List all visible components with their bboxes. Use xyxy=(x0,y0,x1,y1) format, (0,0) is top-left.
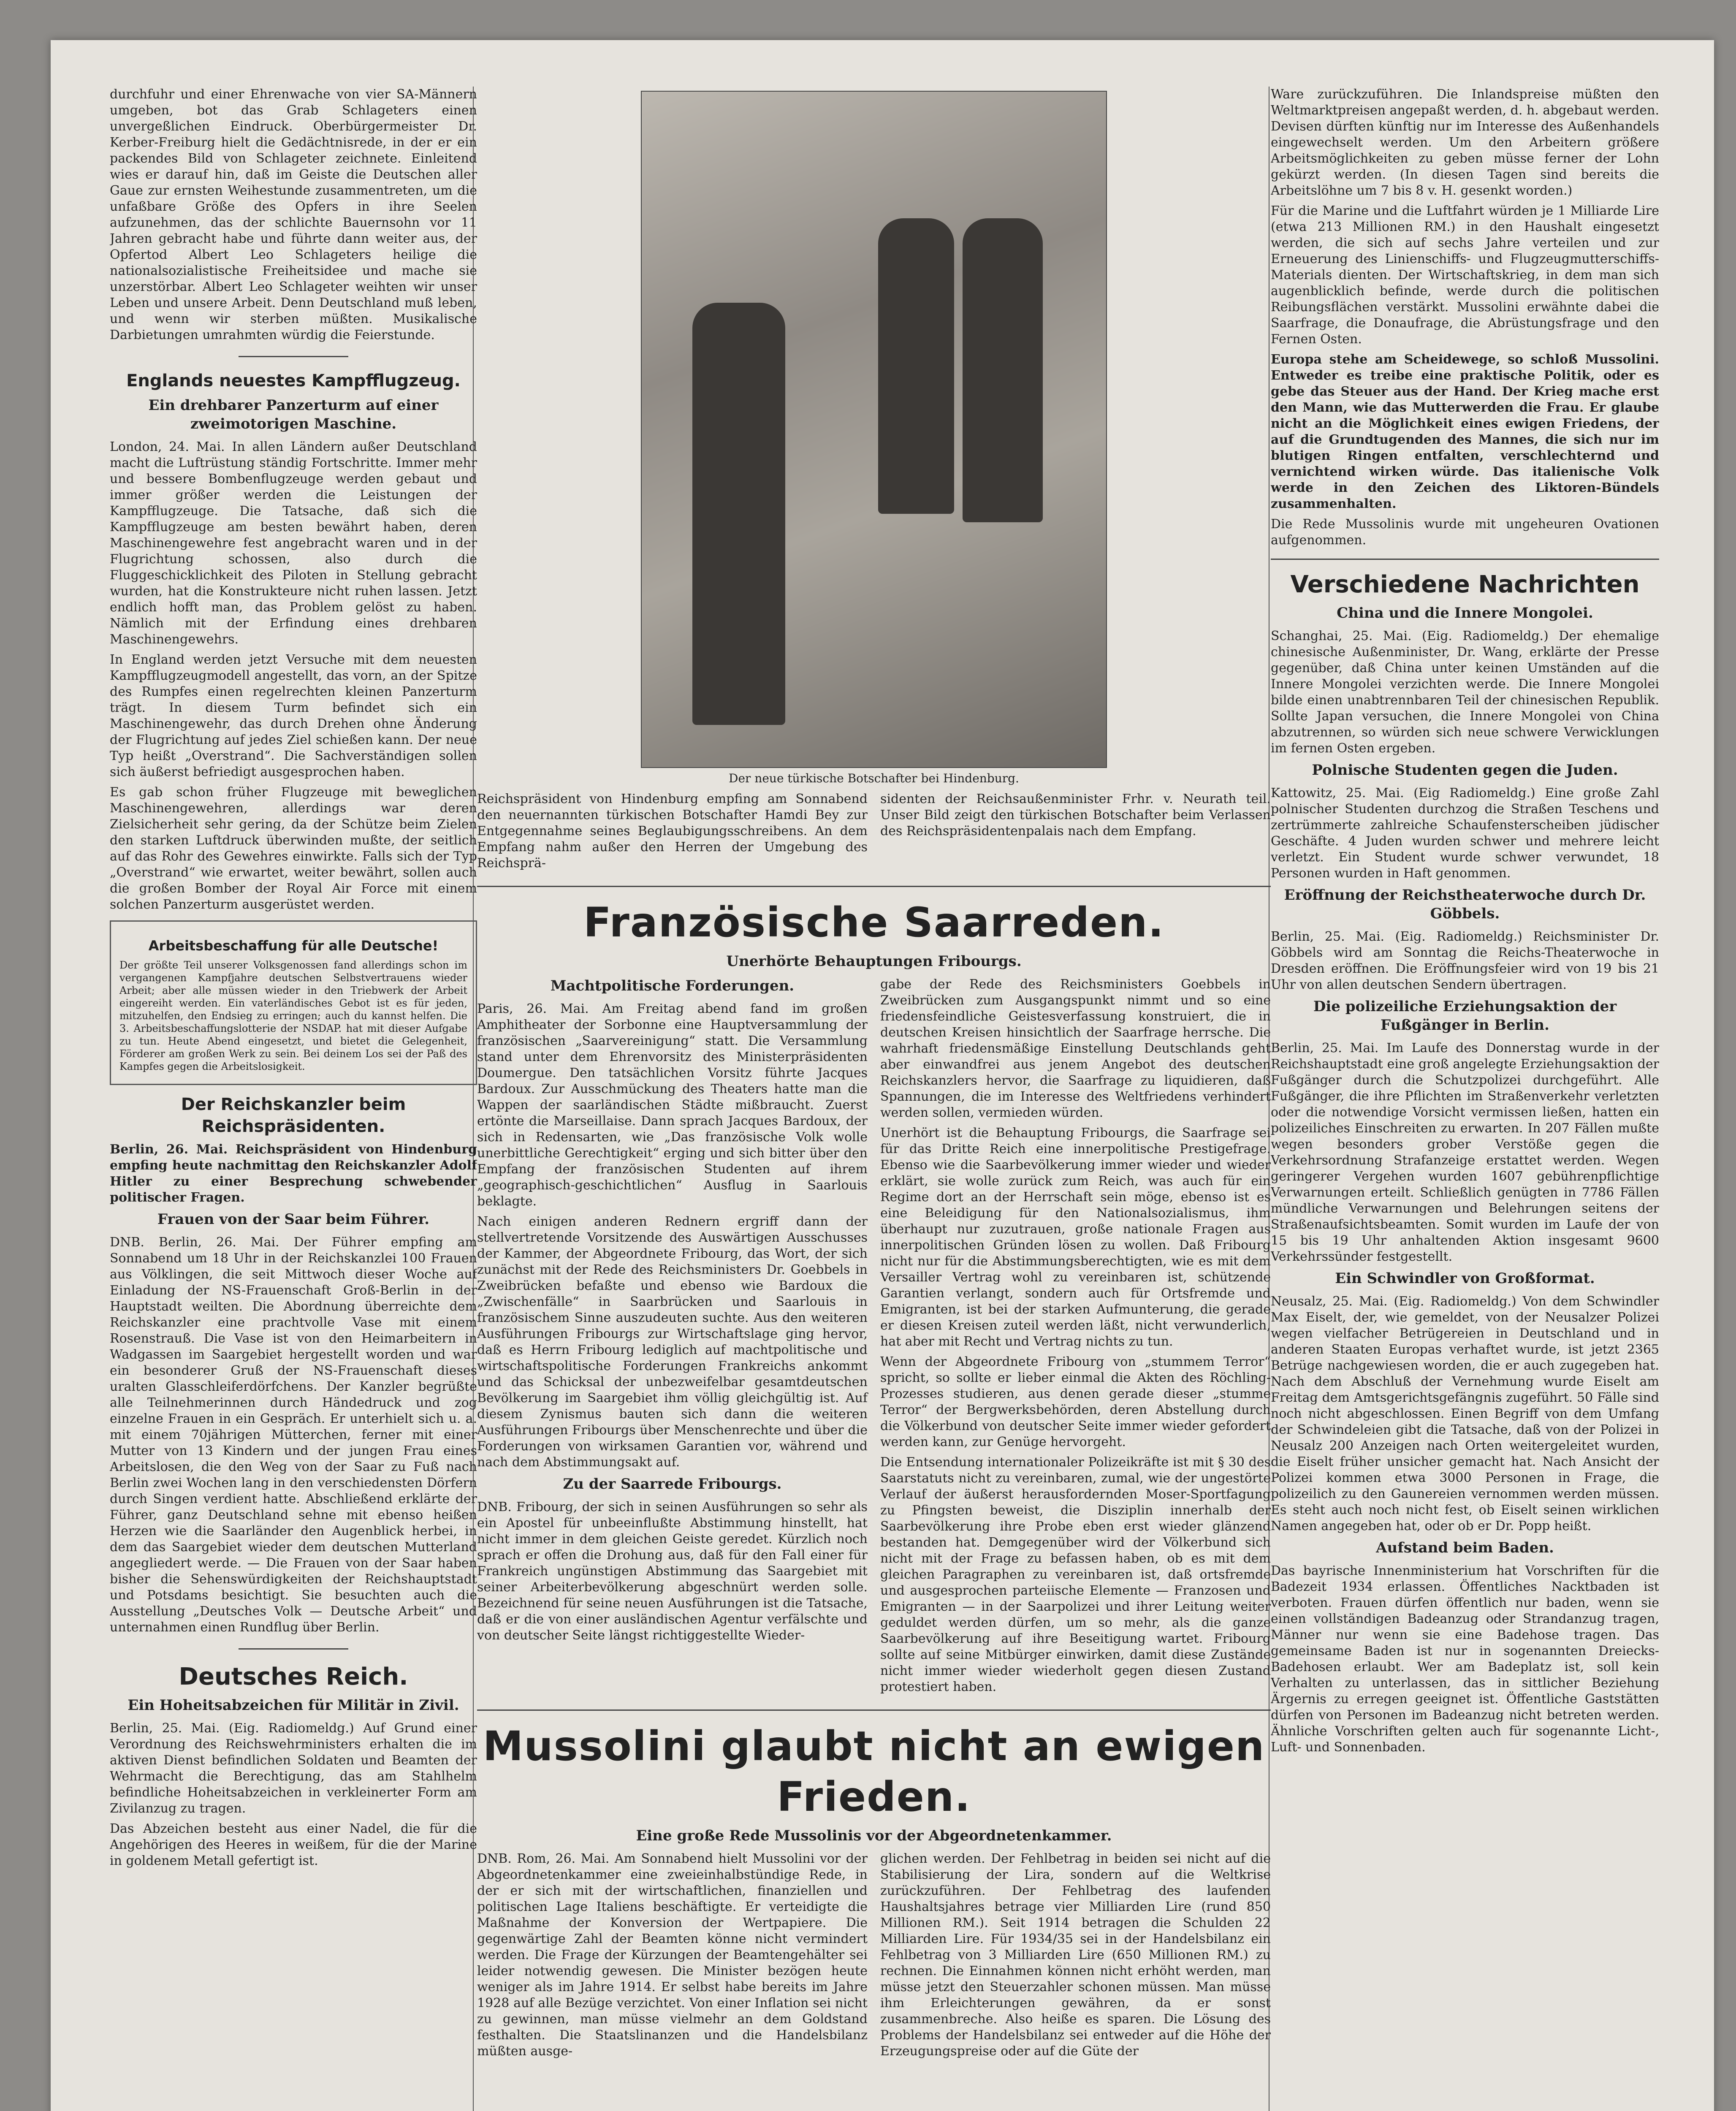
article-paragraph: Berlin, 25. Mai. Im Laufe des Donnerstag wurde in der Reichshauptstadt eine groß angelegte Erziehungsaktion der Fußgänger durch die Schutzpolizei durchgeführt. Alle Fußgänger, die ihre Pflichten im Straßenverkehr verletzten oder die notwendige Vorsicht vermissen ließen, hatten ein polizeiliches Einschreiten zu erwarten. In 207 Fällen mußte wegen besonders grober Verstöße gegen die Verkehrsordnung Strafanzeige erstattet werden. Wegen geringerer Vergehen wurden 1607 gebührenpflichtige Verwarnungen erteilt. Schließlich genügten in 7786 Fällen mündliche Verwarnungen und Belehrungen seitens der Straßenaufsichtsbeamten. Somit wurden im Laufe der von 15 bis 19 Uhr anhaltenden Aktion insgesamt 9600 Verkehrssünder festgestellt. xyxy=(1271,1041,1659,1264)
article-continuation: durchfuhr und einer Ehrenwache von vier SA-Männern umgeben, bot das Grab Schlageters einen unvergeßlichen Eindruck. Oberbürgermeister Dr. Kerber-Freiburg hielt die Gedächtnisrede, in der er ein packendes Bild von Schlageter zeichnete. Einleitend wies er darauf hin, daß im Geiste die Deutschen aller Gaue zur ernsten Weihestunde zusammentreten, um die unfaßbare Größe des Opfers in ihre Seelen aufzunehmen, das der schlichte Bauernsohn vor 11 Jahren gebracht habe und führte dann weiter aus, der Opfertod Albert Leo Schlageters heilige die nationalsozialistische Freiheitsidee und mache sie unzerstörbar. Albert Leo Schlageter weihten wir unser Leben und unsere Arbeit. Denn Deutschland muß leben, und wenn wir sterben müßten. Musikalische Darbietungen umrahmten würdig die Feierstunde. xyxy=(110,87,477,342)
article-paragraph: Für die Marine und die Luftfahrt würden je 1 Milliarde Lire (etwa 213 Millionen RM.) in den Haushalt eingesetzt werden, die sich auf sechs Jahre verteilen und zur Erneuerung des Linienschiffs- und Flugzeugmutterschiffs-Materials dienten. Der Wirtschaftskrieg, in dem man sich augenblicklich befinde, werde durch die politischen Reibungsflächen verstärkt. Mussolini erwähnte dabei die Saarfrage, die Donaufrage, die Abrüstungsfrage und den Fernen Osten. xyxy=(1271,204,1659,347)
article-paragraph: Ware zurückzuführen. Die Inlandspreise müßten den Weltmarktpreisen angepaßt werden, d. h. abgebaut werden. Devisen dürften künftig nur im Interesse des Außenhandels eingewechselt werden. Um den Arbeitern größere Arbeitsmöglichkeiten zu geben müsse ferner der Lohn gekürzt werden. (In diesen Tagen sind bereits die Arbeitslöhne um 7 bis 8 v. H. gesenkt worden.) xyxy=(1271,87,1659,198)
article-paragraph: Berlin, 25. Mai. (Eig. Radiomeldg.) Auf Grund einer Verordnung des Reichswehrministers erhalten die im aktiven Dienst befindlichen Soldaten und Beamten der Wehrmacht die Berechtigung, das am Stahlhelm befindliche Hoheitsabzeichen in verkleinerter Form am Zivilanzug zu tragen. xyxy=(110,1721,477,1816)
notice-title: Arbeitsbeschaffung für alle Deutsche! xyxy=(148,938,439,954)
headline-reichskanzler: Der Reichskanzler beim Reichspräsidenten. xyxy=(181,1095,406,1136)
article-paragraph: Das bayrische Innenministerium hat Vorschriften für die Badezeit 1934 erlassen. Öffentliches Nacktbaden ist verboten. Frauen dürfen öffentlich nur baden, wenn sie einen vollständigen Badeanzug oder Strandanzug tragen, Männer nur wenn sie eine Badehose tragen. Das gemeinsame Baden ist nur in sogenannten Dreiecks-Badehosen erlaubt. Wer am Badeplatz ist, soll kein Verhalten zu unterlassen, das in sittlicher Beziehung Ärgernis zu erregen geeignet ist. Öffentliche Gaststätten dürfen von Personen im Badeanzug nicht betreten werden. Ähnliche Vorschriften gelten auch für sogenannte Licht-, Luft- und Sonnenbaden. xyxy=(1271,1563,1659,1755)
subheadline: Machtpolitische Forderungen. xyxy=(550,977,795,994)
subheadline: Zu der Saarrede Fribourgs. xyxy=(563,1476,782,1492)
article-paragraph: Es gab schon früher Flugzeuge mit beweglichen Maschinengewehren, allerdings war deren Zielsicherheit sehr gering, da der Schütze beim Zielen den starken Luftdruck überwinden mußte, der seitlich auf das Rohr des Gewehres einwirkte. Falls sich der Typ „Overstrand“ wie erwartet, weiter bewährt, sollen auch die großen Bomber der Royal Air Force mit einem solchen Panzerturm ausgerüstet werden. xyxy=(110,785,477,912)
column-right xyxy=(1271,87,1659,1760)
press-photo xyxy=(641,91,1107,768)
subheadline: Die polizeiliche Erziehungsaktion der Fußgänger in Berlin. xyxy=(1313,998,1617,1034)
subheadline: Ein Schwindler von Großformat. xyxy=(1335,1270,1595,1287)
article-paragraph: Nach einigen anderen Rednern ergriff dann der stellvertretende Vorsitzende des Auswärtigen Ausschusses der Kammer, der Abgeordnete Fribourg, das Wort, der sich zunächst mit der Rede des Reichsministers Dr. Goebbels in Zweibrücken befaßte und ebenso wie Bardoux die „Zwischenfälle“ in Saarbrücken und Saarlouis in französischem Sinne auszudeuten suchte. Aus den weiteren Ausführungen Fribourgs zur Wirtschaftslage ging hervor, daß es Herrn Fribourg lediglich auf machtpolitische und wirtschaftspolitische Forderungen Frankreichs ankommt und das Schicksal der unbezweifelbar gesamtdeutschen Bevölkerung im Saargebiet ihm völlig gleichgültig ist. Auf diesem Zynismus bauten sich dann die weiteren Ausführungen Fribourgs über Menschenrechte und über die Forderungen von wirksamen Garantien vor, während und nach dem Abstimmungsakt auf. xyxy=(477,1214,868,1470)
headline-deutsches-reich: Deutsches Reich. xyxy=(179,1663,408,1690)
photo-text-left: Reichspräsident von Hindenburg empfing am Sonnabend den neuernannten türkischen Botschafter Hamdi Bey zur Entgegennahme seines Beglaubigungsschreibens. An dem Empfang nahm außer den Herren der Umgebung des Reichsprä- xyxy=(477,792,868,871)
photo-figure xyxy=(963,218,1043,522)
notice-text: Der größte Teil unserer Volksgenossen fand allerdings schon im vergangenen Kampfjahre deutschen Selbstvertrauens wieder Arbeit; aber alle müssen wieder in den Triebwerk der Arbeit eingereiht werden. Ein vaterländisches Gebot ist es für jeden, mitzuhelfen, den Endsieg zu erringen; auch du kannst helfen. Die 3. Arbeitsbeschaffungslotterie der NSDAP. hat mit dieser Aufgabe zu tun. Heute Abend eingesetzt, und bietet die Gelegenheit, Förderer am großen Werk zu sein. Bei deinem Los sei der Paß des Kampfes gegen die Arbeitslosigkeit. xyxy=(119,959,467,1072)
column-left xyxy=(110,87,477,1873)
article-paragraph: Das Abzeichen besteht aus einer Nadel, die für die Angehörigen des Heeres in weißem, für die der Marine in goldenem Metall gefertigt ist. xyxy=(110,1821,477,1868)
divider xyxy=(477,886,1271,887)
headline-nachrichten: Verschiedene Nachrichten xyxy=(1290,571,1640,598)
photo-figure xyxy=(692,303,785,725)
newspaper-page xyxy=(51,40,1714,2111)
subheadline: Ein drehbarer Panzerturm auf einer zweimotorigen Maschine. xyxy=(148,397,439,432)
article-paragraph: Die Entsendung internationaler Polizeikräfte ist mit § 30 des Saarstatuts nicht zu vereinbaren, zumal, wie der ungestörte Verlauf der äußerst herausfordernden Moser-Sportfagung zu Pfingsten beweist, die Disziplin innerhalb der Saarbevölkerung ihre Probe eben erst wieder glänzend bestanden hat. Demgegenüber wird der Völkerbund sich nicht mit der Frage zu befassen haben, ob es mit dem gleichen Paragraphen zu vereinbaren ist, daß ortsfremde und ausgesprochen parteiische Elemente — Franzosen und Emigranten — in der Saarpolizei und ihrer Leitung weiter geduldet werden dürfen, um so mehr, als die ganze Saarbevölkerung auf ihre Beseitigung wartet. Fribourg sollte auf seine Mitbürger einwirken, damit diese Zustände nicht immer wieder wiederholt gegen diesen Zustand protestiert haben. xyxy=(880,1455,1271,1694)
column-center xyxy=(477,87,1271,2064)
divider xyxy=(477,1709,1271,1711)
subheadline: Ein Hoheitsabzeichen für Militär in Zivil. xyxy=(127,1697,459,1714)
headline-mussolini: Mussolini glaubt nicht an ewigen Frieden. xyxy=(483,1723,1265,1821)
subheadline: Frauen von der Saar beim Führer. xyxy=(157,1211,430,1228)
article-paragraph: Wenn der Abgeordnete Fribourg von „stummem Terror“ spricht, so sollte er lieber einmal die Akten des Röchling-Prozesses studieren, aus denen gerade dieser „stumme Terror“ der Bergwerksbehörden, deren Abstellung durch die Völkerbund von deutscher Seite immer wieder gefordert werden kann, zur Genüge hervorgeht. xyxy=(880,1354,1271,1449)
article-paragraph: Europa stehe am Scheidewege, so schloß Mussolini. Entweder es treibe eine praktische Politik, oder es gebe das Steuer aus der Hand. Der Krieg mache erst den Mann, wie das Mutterwerden die Frau. Er glaube nicht an die Möglichkeit eines ewigen Friedens, der auf die Grundtugenden des Mannes, die sich nur im blutigen Ringen entfalten, verschlechternd und vernichtend wirken würde. Das italienische Volk werde in den Zeichen des Liktoren-Bündels zusammenhalten. xyxy=(1271,352,1659,511)
photo-caption: Der neue türkische Botschafter bei Hindenburg. xyxy=(729,771,1019,785)
article-paragraph: DNB. Berlin, 26. Mai. Der Führer empfing am Sonnabend um 18 Uhr in der Reichskanzlei 100 Frauen aus Völklingen, die seit Mittwoch dieser Woche auf Einladung der NS-Frauenschaft Groß-Berlin in der Hauptstadt weilten. Die Abordnung überreichte dem Reichskanzler eine prachtvolle Vase mit einem Rosenstrauß. Die Vase ist von den Heimarbeitern in Wadgassen im Saargebiet hergestellt worden und war ein besonderer Gruß der NS-Frauenschaft dieses uralten Glasschleiferdörfchens. Der Kanzler begrüßte alle Teilnehmerinnen durch Händedruck und zog einzelne Frauen in ein Gespräch. Er unterhielt sich u. a. mit einem 70jährigen Mütterchen, ferner mit einer Mutter von 13 Kindern und der jungen Frau eines Arbeitslosen, die den Weg von der Saar zu Fuß nach Berlin zwei Wochen lang in den verschiedensten Dörfern durch Singen verdient hatte. Abschließend erklärte der Führer, ganz Deutschland sehne mit ebenso heißen Herzen wie die Saarländer den Augenblick herbei, in dem das Saargebiet wieder dem deutschen Mutterland angegliedert werde. — Die Frauen von der Saar haben bisher die Sehenswürdigkeiten der Reichshauptstadt und Potsdams besichtigt. Sie besuchten auch die Ausstellung „Deutsches Volk — Deutsche Arbeit“ und unternahmen einen Rundflug über Berlin. xyxy=(110,1235,477,1635)
photo-text xyxy=(477,791,1271,876)
article-paragraph: DNB. Fribourg, der sich in seinen Ausführungen so sehr als ein Apostel für unbeeinflußte Abstimmung hinstellt, hat nicht immer in dem gleichen Geiste geredet. Kürzlich noch sprach er offen die Drohung aus, daß für den Fall einer für Frankreich ungünstigen Abstimmung das Saargebiet mit seiner Arbeiterbevölkerung abgeschnürt werden solle. Bezeichnend für seine neuen Ausführungen ist die Tatsache, daß er die von einer ausländischen Agentur verfälschte und von deutscher Seite längst richtiggestellte Wieder- xyxy=(477,1500,868,1643)
article-paragraph: In England werden jetzt Versuche mit dem neuesten Kampfflugzeugmodell angestellt, das vorn, an der Spitze des Rumpfes einen regelrechten kleinen Panzerturm trägt. In diesem Turm befindet sich ein Maschinengewehr, das durch Drehen ohne Änderung der Flugrichtung auf jedes Ziel schießen kann. Der neue Typ heißt „Overstrand“. Die Sachverständigen sollen sich äußerst befriedigt ausgesprochen haben. xyxy=(110,652,477,779)
subheadline: China und die Innere Mongolei. xyxy=(1337,605,1593,621)
article-paragraph: Schanghai, 25. Mai. (Eig. Radiomeldg.) Der ehemalige chinesische Außenminister, Dr. Wang, erklärte der Presse gegenüber, daß China unter keinen Umständen auf die Innere Mongolei verzichten werde. Die Innere Mongolei bilde einen unabtrennbaren Teil der chinesischen Republik. Sollte Japan versuchen, die Innere Mongolei von China abzutrennen, so würden sich neue schwere Verwicklungen im fernen Osten ergeben. xyxy=(1271,629,1659,756)
article-paragraph: glichen werden. Der Fehlbetrag in beiden sei nicht auf die Stabilisierung der Lira, sondern auf die Weltkrise zurückzuführen. Der Fehlbetrag des laufenden Haushaltsjahres betrage vier Milliarden Lire (rund 850 Millionen RM.). Seit 1914 betragen die Schulden 22 Milliarden Lire. Für 1934/35 sei in der Handelsbilanz ein Fehlbetrag von 3 Milliarden Lire (650 Millionen RM.) zu rechnen. Die Einnahmen können nicht erhöht werden, man müsse jetzt den Steuerzahler schonen müssen. Man müsse ihm Erleichterungen gewähren, da er sonst zusammenbreche. Also heiße es sparen. Die Lösung des Problems der Handelsbilanz sei entweder auf die Höhe der Erzeugungspreise oder auf die Güte der xyxy=(880,1851,1271,2059)
photo-text-right: sidenten der Reichsaußenminister Frhr. v. Neurath teil. Unser Bild zeigt den türkischen Botschafter beim Verlassen des Reichspräsidentenpalais nach dem Empfang. xyxy=(880,792,1271,838)
article-paragraph: Neusalz, 25. Mai. (Eig. Radiomeldg.) Von dem Schwindler Max Eiselt, der, wie gemeldet, von der Neusalzer Polizei wegen vielfacher Betrügereien in Deutschland und in anderen Staaten Europas verhaftet wurde, ist jetzt 2365 Betrüge nachgewiesen worden, die er auch zugegeben hat. Nach dem Abschluß der Vernehmung wurde Eiselt am Freitag dem Amtsgerichtsgefängnis zugeführt. 50 Fälle sind noch nicht abgeschlossen. Einen Begriff von dem Umfang der Schwindeleien gibt die Tatsache, daß von der Polizei in Neusalz 200 Anzeigen nach Orten weitergeleitet wurden, die Eiselt früher unsicher gemacht hat. Nach Ansicht der Polizei kommen etwa 3000 Personen in Frage, die polizeilich zu den Gaunereien vernommen werden müssen. Es steht auch noch nicht fest, ob Eiselt seinen wirklichen Namen angegeben hat, oder ob er Dr. Popp heißt. xyxy=(1271,1294,1659,1533)
subheadline: Unerhörte Behauptungen Fribourgs. xyxy=(726,953,1022,970)
article-columns xyxy=(477,977,1271,1699)
divider xyxy=(239,1648,348,1650)
article-paragraph: Die Rede Mussolinis wurde mit ungeheuren Ovationen aufgenommen. xyxy=(1271,517,1659,548)
subheadline: Eine große Rede Mussolinis vor der Abgeordnetenkammer. xyxy=(636,1827,1112,1844)
article-paragraph: Unerhört ist die Behauptung Fribourgs, die Saarfrage sei für das Dritte Reich eine innerpolitische Prestigefrage. Ebenso wie die Saarbevölkerung immer wieder und wieder erklärt, sie wolle zurück zum Reich, was auch für ein Regime dort an der Herrschaft sein möge, ebenso ist es eine Beleidigung für den Nationalsozialismus, ihm überhaupt nur zuzutrauen, große nationale Fragen aus innerpolitischen Gründen lösen zu wollen. Daß Fribourg nicht nur für die Abstimmungsberechtigten, wie es mit dem Versailler Vertrag wohl zu vereinbaren ist, schützende Garantien verlangt, sondern auch für Ortsfremde und Emigranten, ist bei der starken Aufmunterung, die gerade er diesen Kreisen zuteil werden läßt, nicht verwunderlich, hat aber mit Recht und Vertrag nichts zu tun. xyxy=(880,1126,1271,1349)
article-paragraph: DNB. Rom, 26. Mai. Am Sonnabend hielt Mussolini vor der Abgeordnetenkammer eine zweieinhalbstündige Rede, in der er sich mit der wirtschaftlichen, finanziellen und politischen Lage Italiens beschäftigte. Er verteidigte die Maßnahme der Konversion der Wertpapiere. Die gegenwärtige Zahl der Beamten könne nicht vermindert werden. Die Frage der Kürzungen der Beamtengehälter sei leider notwendig gewesen. Die Minister bezögen heute weniger als im Jahre 1914. Er selbst habe bereits im Jahre 1928 auf alle Bezüge verzichtet. Von einer Inflation sei nicht zu gewinnen, man müsse vielmehr an dem Goldstand festhalten. Die Staatslinanzen und die Handelsbilanz müßten ausge- xyxy=(477,1851,868,2059)
headline-saarreden: Französische Saarreden. xyxy=(583,899,1164,946)
article-paragraph: London, 24. Mai. In allen Ländern außer Deutschland macht die Luftrüstung ständig Fortschritte. Immer mehr und bessere Bombenflugzeuge werden gebaut und immer größer werden die Leistungen der Kampfflugzeuge. Die Tatsache, daß sich die Kampfflugzeuge am besten bewährt haben, deren Maschinengewehre fest angebracht waren und in der Flugrichtung schossen, also durch die Fluggeschicklichkeit des Piloten in Stellung gebracht wurden, hat die Konstrukteure nicht ruhen lassen. Jetzt endlich hofft man, das Problem gelöst zu haben. Nämlich mit der Erfindung eines drehbaren Maschinengewehrs. xyxy=(110,440,477,647)
article-columns xyxy=(477,1851,1271,2064)
headline-kampfflugzeug: Englands neuestes Kampfflugzeug. xyxy=(126,371,461,391)
article-paragraph: Berlin, 25. Mai. (Eig. Radiomeldg.) Reichsminister Dr. Göbbels wird am Sonntag die Reichs-Theaterwoche in Dresden eröffnen. Die Eröffnungsfeier wird von 19 bis 21 Uhr von allen deutschen Sendern übertragen. xyxy=(1271,929,1659,992)
article-paragraph: gabe der Rede des Reichsministers Goebbels in Zweibrücken zum Ausgangspunkt nimmt und so eine friedensfeindliche Geistesverfassung konstruiert, die in deutschen Kreisen hinsichtlich der Saarfrage herrsche. Die wahrhaft friedensmäßige Einstellung Deutschlands geht aber einwandfrei aus jenem Angebot des deutschen Reichskanzlers hervor, die Saarfrage zu liquidieren, daß Spannungen, die im Interesse des Weltfriedens verhindert werden sollen, vermieden würden. xyxy=(880,977,1271,1120)
article-paragraph: Kattowitz, 25. Mai. (Eig Radiomeldg.) Eine große Zahl polnischer Studenten durchzog die Straßen Teschens und zertrümmerte zahlreiche Schaufensterscheiben jüdischer Geschäfte. 4 Juden wurden schwer und mehrere leicht verletzt. Ein Student wurde schwer verwundet, 18 Personen wurden in Haft genommen. xyxy=(1271,786,1659,881)
subheadline: Eröffnung der Reichstheaterwoche durch Dr. Göbbels. xyxy=(1284,887,1646,922)
photo-figure xyxy=(878,218,954,514)
divider xyxy=(1271,559,1659,560)
notice-box xyxy=(110,920,477,1085)
subheadline: Aufstand beim Baden. xyxy=(1376,1539,1554,1556)
article-paragraph: Paris, 26. Mai. Am Freitag abend fand im großen Amphitheater der Sorbonne eine Hauptversammlung der französischen „Saarvereinigung“ statt. Die Versammlung stand unter dem Ehrenvorsitz des Ministerpräsidenten Doumergue. Den tatsächlichen Vorsitz führte Jacques Bardoux. Zur Ausschmückung des Theaters hatte man die Wappen der saarländischen Städte mißbraucht. Zuerst ertönte die Marseillaise. Dann sprach Jacques Bardoux, der sich in Redensarten, wie „Das französische Volk wolle unerbittliche Gerechtigkeit“ erging und sich bitter über den Empfang der französischen Studenten auf ihrem „geographisch-geschichtlichen“ Ausflug in Saarlouis beklagte. xyxy=(477,1001,868,1209)
article-paragraph: Berlin, 26. Mai. Reichspräsident von Hindenburg empfing heute nachmittag den Reichskanzler Adolf Hitler zu einer Besprechung schwebender politischer Fragen. xyxy=(110,1142,477,1205)
subheadline: Polnische Studenten gegen die Juden. xyxy=(1312,762,1618,779)
divider xyxy=(239,356,348,357)
